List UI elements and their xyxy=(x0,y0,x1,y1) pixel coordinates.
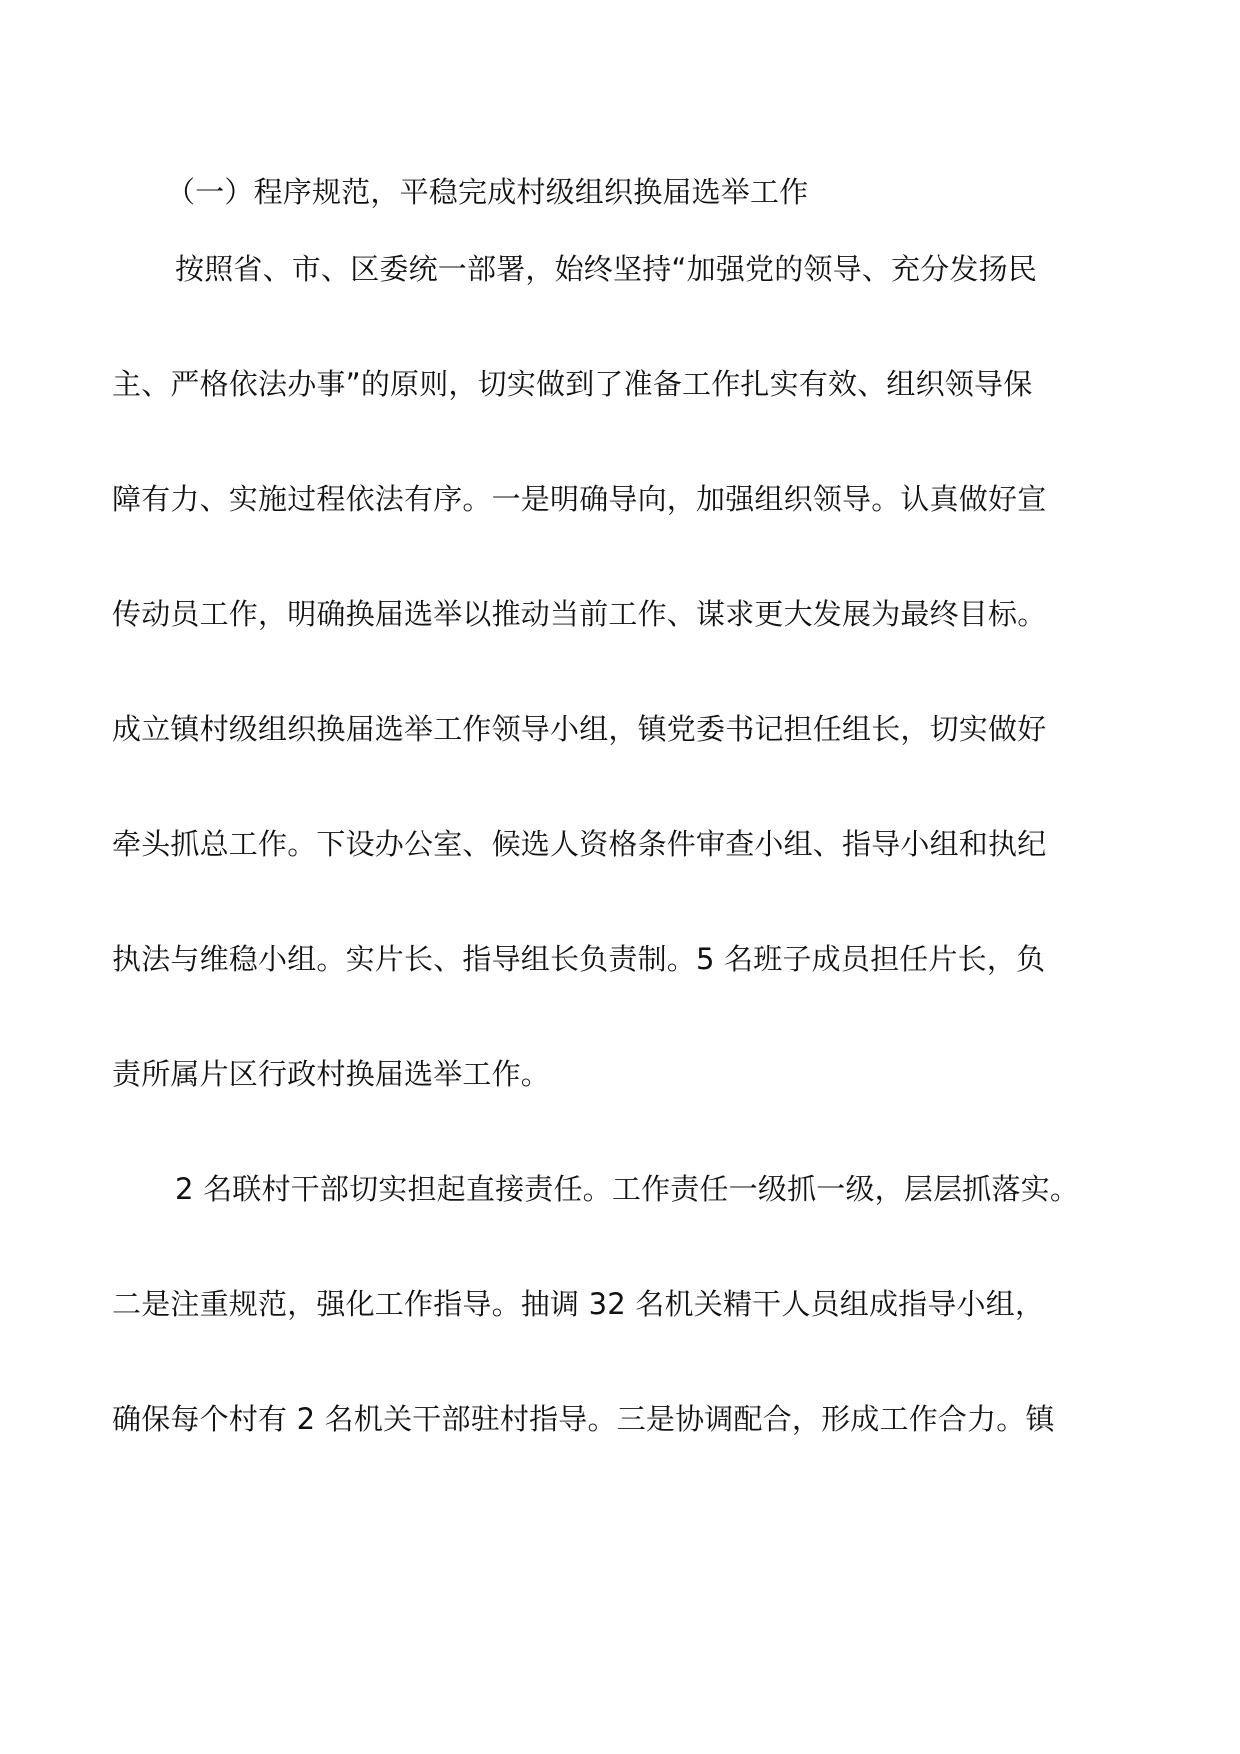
paragraph-line: 确保每个村有 2 名机关干部驻村指导。三是协调配合，形成工作合力。镇 xyxy=(112,1402,1055,1436)
paragraph-line: 执法与维稳小组。实片长、指导组长负责制。5 名班子成员担任片长，负 xyxy=(112,942,1046,976)
section-heading: （一）程序规范，平稳完成村级组织换届选举工作 xyxy=(166,175,809,209)
paragraph-line: 主、严格依法办事”的原则，切实做到了准备工作扎实有效、组织领导保 xyxy=(112,367,1033,401)
paragraph-line: 牵头抓总工作。下设办公室、候选人资格条件审查小组、指导小组和执纪 xyxy=(112,827,1047,861)
paragraph-line: 障有力、实施过程依法有序。一是明确导向，加强组织领导。认真做好宣 xyxy=(112,482,1047,516)
paragraph-line: 2 名联村干部切实担起直接责任。工作责任一级抓一级，层层抓落实。 xyxy=(175,1172,1080,1206)
paragraph-line: 按照省、市、区委统一部署，始终坚持“加强党的领导、充分发扬民 xyxy=(175,252,1038,286)
paragraph-line: 成立镇村级组织换届选举工作领导小组，镇党委书记担任组长，切实做好 xyxy=(112,712,1047,746)
paragraph-line: 二是注重规范，强化工作指导。抽调 32 名机关精干人员组成指导小组， xyxy=(112,1287,1045,1321)
paragraph-line: 传动员工作，明确换届选举以推动当前工作、谋求更大发展为最终目标。 xyxy=(112,597,1047,631)
paragraph-line: 责所属片区行政村换届选举工作。 xyxy=(112,1057,551,1091)
